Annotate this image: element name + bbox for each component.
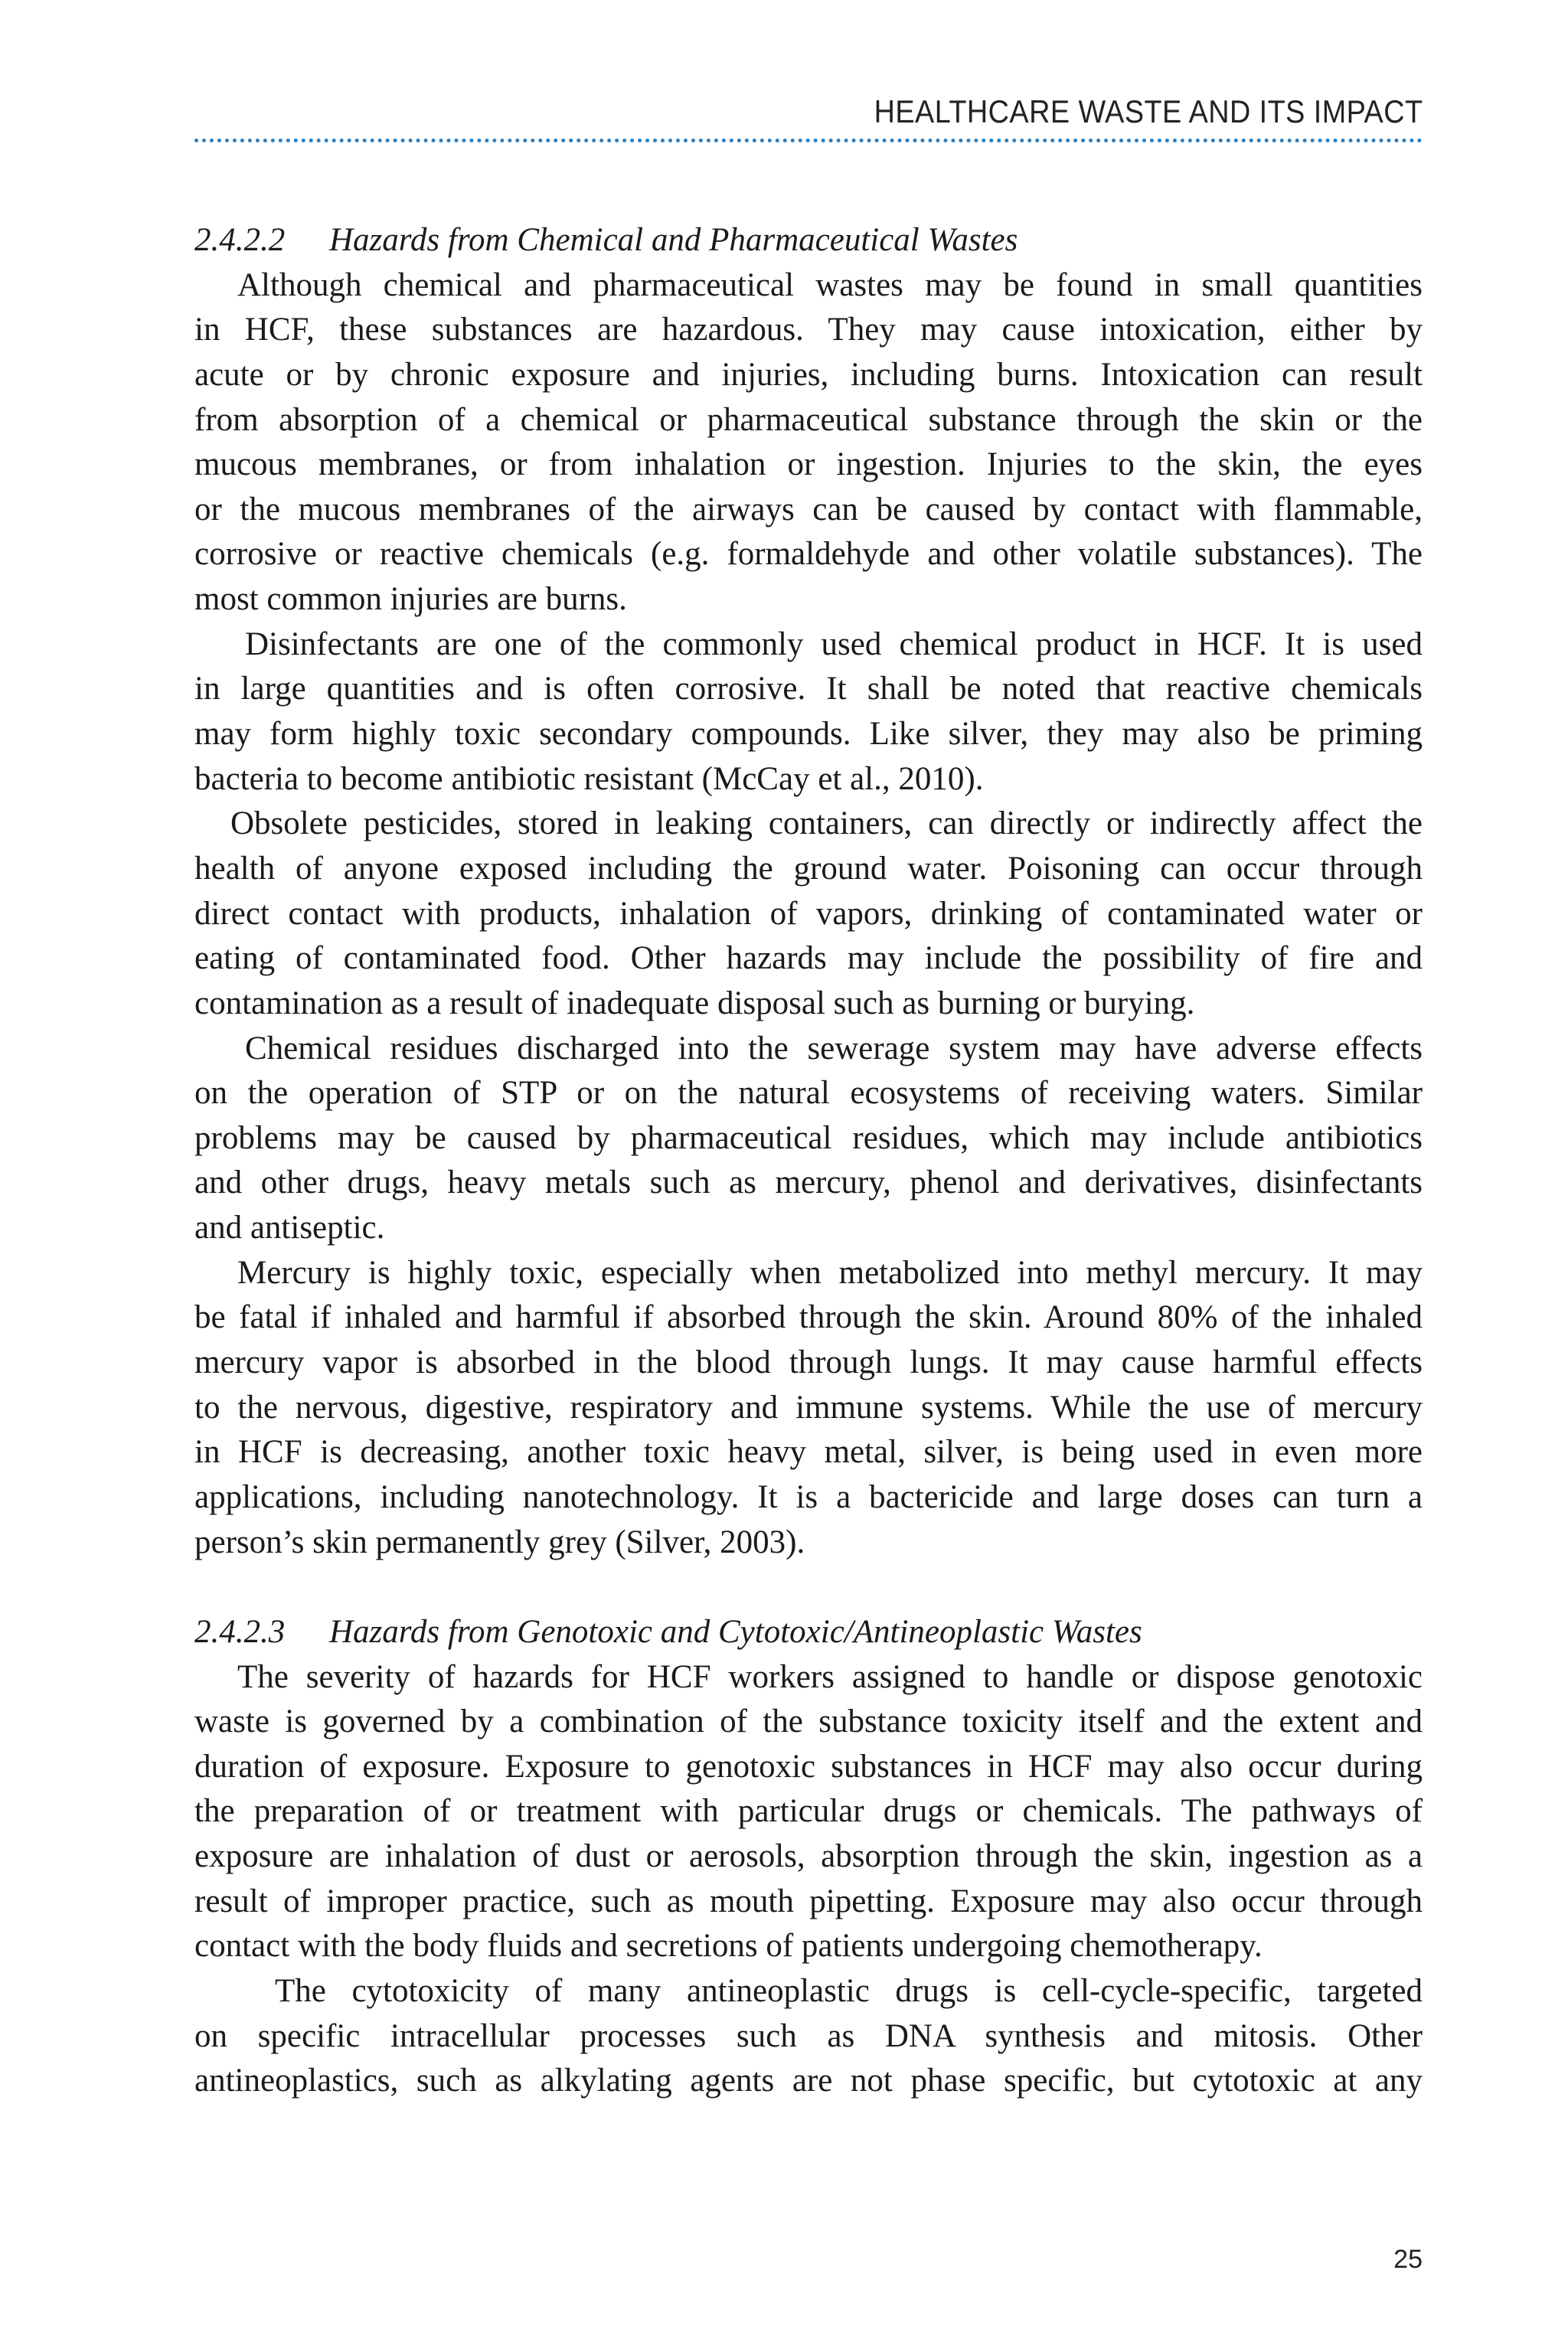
text-line: be fatal if inhaled and harmful if absorbed through the skin. Around 80% of the inhaled	[194, 1299, 1423, 1336]
section-title: Hazards from Chemical and Pharmaceutical Wastes	[329, 222, 1018, 258]
text-line: to the nervous, digestive, respiratory and immune systems. While the use of mercury	[194, 1389, 1423, 1426]
header-dotted-rule	[194, 139, 1423, 142]
text-line: mercury vapor is absorbed in the blood through lungs. It may cause harmful effects	[194, 1344, 1423, 1381]
text-line: Mercury is highly toxic, especially when metabolized into methyl mercury. It may	[237, 1254, 1423, 1291]
text-line: antineoplastics, such as alkylating agents are not phase specific, but cytotoxic at any	[194, 2063, 1423, 2099]
text-line: Obsolete pesticides, stored in leaking containers, can directly or indirectly affect the	[230, 805, 1423, 842]
text-line: direct contact with products, inhalation of vapors, drinking of contaminated water or	[194, 895, 1423, 932]
section-number: 2.4.2.3	[194, 1613, 286, 1650]
paragraph	[194, 1251, 1423, 1565]
text-line: and other drugs, heavy metals such as mercury, phenol and derivatives, disinfectants	[194, 1165, 1423, 1201]
text-line: in HCF, these substances are hazardous. They may cause intoxication, either by	[194, 312, 1423, 348]
text-line: problems may be caused by pharmaceutical residues, which may include antibiotics	[194, 1119, 1423, 1156]
text-line: The severity of hazards for HCF workers assigned to handle or dispose genotoxic	[237, 1658, 1423, 1695]
text-line: bacteria to become antibiotic resistant (McCay et al., 2010).	[194, 760, 984, 797]
paragraph	[194, 1969, 1423, 2104]
text-line: exposure are inhalation of dust or aerosols, absorption through the skin, ingestion as a	[194, 1838, 1423, 1875]
paragraph	[194, 622, 1423, 802]
text-line: duration of exposure. Exposure to genotoxic substances in HCF may also occur during	[194, 1748, 1423, 1785]
text-line: on specific intracellular processes such as DNA synthesis and mitosis. Other	[194, 2017, 1423, 2054]
text-line: in HCF is decreasing, another toxic heavy metal, silver, is being used in even more	[194, 1434, 1423, 1471]
text-line: The cytotoxicity of many antineoplastic drugs is cell-cycle-specific, targeted	[275, 1972, 1423, 2009]
text-line: from absorption of a chemical or pharmaceutical substance through the skin or the	[194, 401, 1423, 438]
paragraph	[194, 802, 1423, 1026]
text-line: applications, including nanotechnology. It is a bactericide and large doses can turn a	[194, 1478, 1423, 1515]
text-line: on the operation of STP or on the natural ecosystems of receiving waters. Similar	[194, 1075, 1423, 1112]
text-line: and antiseptic.	[194, 1210, 385, 1246]
text-line: in large quantities and is often corrosive. It shall be noted that reactive chemicals	[194, 671, 1423, 707]
section-title: Hazards from Genotoxic and Cytotoxic/Antineoplastic Wastes	[329, 1613, 1142, 1650]
text-line: may form highly toxic secondary compounds. Like silver, they may also be priming	[194, 716, 1423, 753]
section-heading	[194, 218, 1423, 263]
paragraph	[194, 263, 1423, 622]
text-line: corrosive or reactive chemicals (e.g. formaldehyde and other volatile substances). The	[194, 536, 1423, 573]
text-line: most common injuries are burns.	[194, 581, 627, 618]
running-head: HEALTHCARE WASTE AND ITS IMPACT	[874, 93, 1423, 129]
text-line: waste is governed by a combination of the substance toxicity itself and the extent and	[194, 1704, 1423, 1740]
text-line: result of improper practice, such as mouth pipetting. Exposure may also occur through	[194, 1883, 1423, 1919]
text-line: contamination as a result of inadequate disposal such as burning or burying.	[194, 985, 1195, 1021]
text-line: acute or by chronic exposure and injuries, including burns. Intoxication can result	[194, 356, 1423, 393]
text-line: mucous membranes, or from inhalation or ingestion. Injuries to the skin, the eyes	[194, 446, 1423, 483]
text-line: person’s skin permanently grey (Silver, 2003).	[194, 1524, 805, 1560]
body-column	[194, 218, 1423, 2104]
text-line: Disinfectants are one of the commonly used chemical product in HCF. It is used	[245, 626, 1423, 662]
page-number: 25	[1393, 2245, 1423, 2274]
text-line: contact with the body fluids and secretions of patients undergoing chemotherapy.	[194, 1928, 1263, 1965]
section-heading	[194, 1610, 1423, 1655]
section-gap	[194, 1565, 1423, 1610]
text-line: the preparation of or treatment with particular drugs or chemicals. The pathways of	[194, 1793, 1423, 1830]
paragraph	[194, 1027, 1423, 1251]
text-line: Chemical residues discharged into the sewerage system may have adverse effects	[245, 1030, 1423, 1067]
text-line: health of anyone exposed including the ground water. Poisoning can occur through	[194, 850, 1423, 887]
text-line: or the mucous membranes of the airways can be caused by contact with flammable,	[194, 491, 1423, 528]
text-line: eating of contaminated food. Other hazards may include the possibility of fire and	[194, 940, 1423, 977]
paragraph	[194, 1655, 1423, 1969]
section-number: 2.4.2.2	[194, 222, 286, 258]
text-line: Although chemical and pharmaceutical wastes may be found in small quantities	[237, 266, 1423, 303]
